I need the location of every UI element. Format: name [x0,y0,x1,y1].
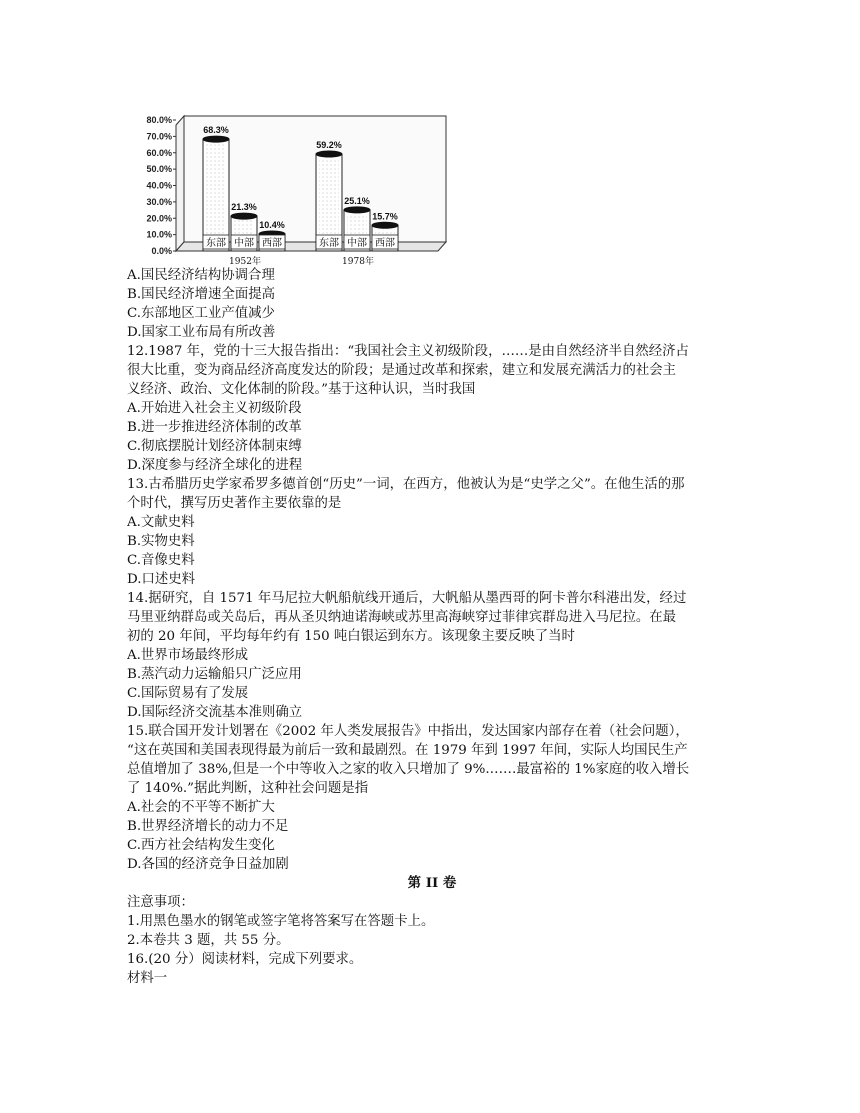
q11-option-b: B.国民经济增速全面提高 [127,287,276,302]
q12-option-a: A.开始进入社会主义初级阶段 [127,401,302,416]
data-label: 25.1% [344,195,370,206]
q12-option-d: D.深度参与经济全球化的进程 [127,458,303,473]
category-label: 西部 [375,238,395,249]
notes-heading: 注意事项： [127,895,194,910]
q15-option-d: D.各国的经济竞争日益加剧 [127,857,289,872]
category-label: 西部 [262,238,282,249]
q12-stem-line: 12.1987 年，党的十三大报告指出：“我国社会主义初级阶段，……是由自然经济半自然经济占 [127,344,689,359]
q15-stem-line: 15.联合国开发计划署在《2002 年人类发展报告》中指出，发达国家内部存在着（社会问题）， [127,724,689,739]
q15-option-a: A.社会的不平等不断扩大 [127,800,275,815]
group-label: 1978年 [342,257,374,267]
q12-stem-line: 很大比重，变为商品经济高度发达的阶段；是通过改革和探索，建立和发展充满活力的社会主 [127,363,677,378]
question-content [127,266,737,988]
category-label: 中部 [234,238,254,249]
bar-cap [316,151,342,157]
q12-stem-line: 义经济、政治、文化体制的阶段。”基于这种认识，当时我国 [127,382,476,397]
data-label: 68.3% [203,125,229,136]
data-label: 21.3% [231,202,257,213]
q14-stem-line: 初的 20 年间，平均每年约有 150 吨白银运到东方。该现象主要反映了当时 [127,629,575,644]
q13-option-a: A.文献史料 [127,515,195,530]
y-tick-label: 70.0% [146,131,172,142]
q12-option-c: C.彻底摆脱计划经济体制束缚 [127,439,302,454]
q11-option-c: C.东部地区工业产值减少 [127,306,275,321]
q14-stem-line: 14.据研究，自 1571 年马尼拉大帆船航线开通后，大帆船从墨西哥的阿卡普尔科港出发，经过 [127,591,687,606]
note-item: 2.本卷共 3 题，共 55 分。 [127,933,290,948]
q12-option-b: B.进一步推进经济体制的改革 [127,420,302,435]
q13-option-d: D.口述史料 [127,572,196,587]
bar-texture [206,143,226,247]
q13-stem-line: 个时代，撰写历史著作主要依靠的是 [127,496,342,511]
note-item: 1.用黑色墨水的钢笔或签字笔将答案写在答题卡上。 [127,914,435,929]
y-tick-label: 60.0% [146,147,172,158]
chart-svg [126,108,448,268]
y-tick-label: 10.0% [146,229,172,240]
q14-option-a: A.世界市场最终形成 [127,648,249,663]
q12 [127,342,737,475]
bar-chart [126,108,448,268]
y-tick-label: 40.0% [146,180,172,191]
chart-side-wall [176,116,184,251]
category-label: 中部 [347,238,367,249]
y-tick-label: 0.0% [151,246,172,256]
q11-options [127,266,737,342]
section-title: 第 II 卷 [407,875,457,891]
data-label: 15.7% [372,211,398,222]
y-tick-label: 80.0% [146,115,172,125]
material-label: 材料一 [127,971,168,986]
q14-stem-line: 马里亚纳群岛或关岛后，再从圣贝纳迪诺海峡或苏里高海峡穿过菲律宾群岛进入马尼拉。在最 [127,610,677,625]
q14-option-b: B.蒸汽动力运输船只广泛应用 [127,667,302,682]
bar-texture [319,158,339,247]
category-label: 东部 [206,238,226,249]
q14-option-d: D.国际经济交流基本准则确立 [127,705,303,720]
q14-option-c: C.国际贸易有了发展 [127,686,249,701]
q13-stem-line: 13.古希腊历史学家希罗多德首创“历史”一词，在西方，他被认为是“史学之父”。在他生活的那 [127,477,685,492]
group-label: 1952年 [229,257,261,267]
q11-option-a: A.国民经济结构协调合理 [127,268,275,283]
y-tick-label: 30.0% [146,196,172,207]
data-label: 59.2% [316,140,342,151]
q13-option-b: B.实物史料 [127,534,195,549]
q15 [127,722,737,874]
bar-cap [344,207,370,213]
data-label: 10.4% [259,219,285,230]
q16-stem-line: 16.(20 分）阅读材料，完成下列要求。 [127,952,363,967]
y-tick-label: 50.0% [146,164,172,175]
q15-stem-line: 了 140%.”据此判断，这种社会问题是指 [127,781,369,796]
q11-option-d: D.国家工业布局有所改善 [127,325,276,340]
bar-cap [231,213,257,219]
q13 [127,475,737,589]
category-label: 东部 [319,238,339,249]
q14 [127,589,737,722]
q15-option-c: C.西方社会结构发生变化 [127,838,275,853]
q15-stem-line: 总值增加了 38%,但是一个中等收入之家的收入只增加了 9%.……最富裕的 1%家庭的收入增长 [127,762,690,777]
q15-stem-line: “这在英国和美国表现得最为前后一致和最剧烈。在 1979 年到 1997 年间，实际人均国民生产 [127,743,688,758]
q15-option-b: B.世界经济增长的动力不足 [127,819,289,834]
bar-cap [372,222,398,228]
section-2 [127,874,737,988]
y-tick-label: 20.0% [146,213,172,224]
bar-cap [203,136,229,142]
q13-option-c: C.音像史料 [127,553,195,568]
